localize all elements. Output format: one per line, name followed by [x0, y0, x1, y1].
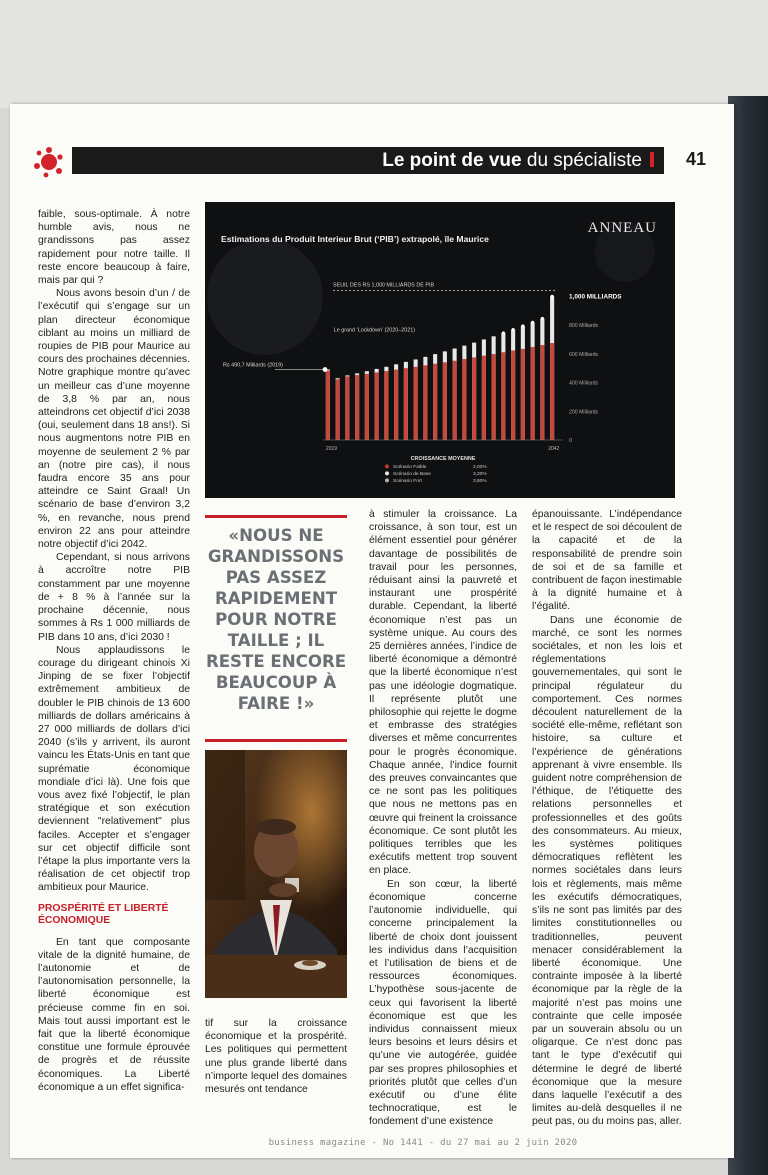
- section-title-bold: Le point de vue: [382, 150, 522, 171]
- page-footer: business magazine - No 1441 - du 27 mai au 2 juin 2020: [268, 1138, 578, 1148]
- y-tick-label-600: 600 Milliards: [569, 351, 599, 358]
- pull-quote-top-rule: [205, 515, 347, 518]
- col3-paragraph-1: à stimuler la croissance. La croissance, à son tour, est un élément essentiel pour générer davantage de possibilités de travail pour les personnes, réduisant ainsi la pauvreté et instaurant une prospérité durable. Cependant, la liberté économique n’est pas un système unique. Au cours des 25 dernières années, l’indice de liberté économique a démontré que la liberté économique n’est pas une idéologie dogmatique. Il représente plutôt une philosophie qui rejette le dogme et embrasse des stratégies diverses et même concurrentes pour le progrès économique. Chaque année, l’indice fournit des preuves convaincantes que ce ne sont pas les politiques que nous ne mettons pas en œuvre qui freinent la croissance économique. Ce sont plutôt les politiques terribles que les exécutifs mettent trop souvent en place.: [369, 509, 517, 877]
- section-title-marker: [650, 152, 654, 167]
- section-header-bar: [72, 147, 664, 174]
- legend-label-0: Scénario Faible: [393, 465, 427, 470]
- legend-swatch-0: [385, 464, 389, 468]
- col4-paragraph-2: Dans une économie de marché, ce sont les normes sociétales, et non les lois et réglementations gouvernementales, qui sont le principal régulateur du comportement. Ces normes découlent naturellement de la société elle-même, reflétant son histoire, sa culture et l’expérience de générations apprenant à vivre ensemble. Ils guident notre compréhension de l’éthique, de l’étiquette des relations personnelles et professionnelles et des goûts des consommateurs. Au mieux, les systèmes politiques démocratiques reflètent les normes sociétales dans leurs lois et règlements, mais même les exécutifs démocratiques, s’ils ne sont pas limités par des limites constitutionnelles ou traditionnelles, peuvent menacer considérablement la liberté économique. Une contrainte imposée à la liberté économique par la règle de la majorité n’est pas moins une contrainte que celle imposée par un souverain absolu ou un oligarque. Ce n’est donc pas tant le type d’exécutif qui détermine le degré de liberté économique que la mesure dans laquelle l’exécutif a des limites au-delà desquelles il ne peut pas, ou du moins pas, aller.: [532, 614, 682, 1128]
- bar-low-2033: [462, 359, 466, 440]
- bar-low-2024: [375, 372, 379, 440]
- legend-label-2: Scénario Fort: [393, 479, 422, 484]
- legend-title: CROISSANCE MOYENNE: [410, 456, 476, 462]
- bar-top-dot-2039: [521, 324, 524, 327]
- bar-low-2029: [423, 365, 427, 440]
- x-axis-end-label: 2042: [548, 446, 560, 452]
- bar-low-2040: [531, 347, 535, 440]
- bar-low-2034: [472, 357, 476, 440]
- col1-paragraph-2: Nous avons besoin d’un / de l’exécutif qui s’engage sur un plan directeur économique ciblant au moins un milliard de roupies de PIB pour Maurice au cours des prochaines décennies. Notre graphique montre qu’avec un meilleur cas d’une moyenne de 3,8 % par an, nous atteindrons cet objectif d’ici 2038 (oui, seulement dans 18 ans!). Si nous augmentons notre PIB en moyenne de seulement 2 % par an (notre pire cas), il nous faudra encore 35 ans pour atteindre ce Saint Graal! Un scénario de base d’environ 3,2 %, en revanche, nous prend environ 22 ans pour atteindre notre objectif d’ici 2042.: [38, 288, 190, 551]
- author-photo-image: [205, 750, 347, 998]
- bar-low-2019: [326, 371, 330, 440]
- chart-title: Estimations du Produit Interieur Brut (‘PIB’) extrapolé, île Maurice: [221, 234, 489, 244]
- y-tick-label-800: 800 Milliards: [569, 323, 599, 330]
- bar-low-2025: [384, 371, 388, 440]
- y-tick-label-1000: 1,000 MILLIARDS: [569, 293, 622, 301]
- pull-quote-bottom-rule: [205, 739, 347, 742]
- article-column-4: [532, 508, 682, 1129]
- col1-paragraph-1: faible, sous-optimale. À notre humble avis, nous ne grandissons pas assez rapidement pour notre taille. Il reste encore beaucoup à faire, mais par qui ?: [38, 209, 190, 287]
- legend-value-2: 3,80%: [473, 479, 487, 484]
- scan-background-top: [0, 0, 768, 108]
- y-tick-label-0: 0: [569, 438, 572, 444]
- lockdown-label: Le grand ‘Lockdown’ (2020–2021): [333, 327, 416, 334]
- section-title-rest: du spécialiste: [521, 150, 642, 171]
- bar-low-2021: [345, 376, 349, 440]
- bar-low-2027: [404, 368, 408, 440]
- splash-logo-icon: [33, 146, 65, 178]
- col3-paragraph-2: En son cœur, la liberté économique concerne l’autonomie individuelle, qui concerne principalement la liberté de choix dont jouissent les individus dans l’acquisition et l’utilisation de biens et de ressources économiques. L’hypothèse sous-jacente de ceux qui favorisent la liberté économique est que les individus connaissent mieux leurs besoins et leurs désirs et qu’une vie autogérée, guidée par ses propres philosophies et priorités plutôt que celles d’un exécutif ou d’une élite technocratique, est le fondement d’une existence: [369, 878, 517, 1128]
- col2-paragraph: tif sur la croissance économique et la prospérité. Les politiques qui permettent une plus grande liberté dans n’importe lequel des domaines mesurés ont tendance: [205, 1018, 347, 1096]
- x-axis-start-label: 2019: [325, 446, 338, 452]
- bar-low-2026: [394, 370, 398, 440]
- article-column-1: [38, 208, 190, 1094]
- bar-low-2030: [433, 364, 437, 440]
- col1-paragraph-4: Nous applaudissons le courage du dirigeant chinois Xi Jinping de se fixer l’objectif extrêmement ambitieux de doubler le PIB chinois de 13 600 milliards de dollars américains à 27 000 milliards de dollars d’ici 2040 (s’ils y arrivent, ils auront vaincu les États-Unis en tant que suprématie économique mondiale d’ici là). Une fois que vous avez fixé l’objectif, le plan stratégique et son exécution deviennent "relativement" plus faciles. Accepter et s’engager sur cet objectif difficile sont l’étape la plus importante vers la réalisation de cet objectif trop ambitieux pour Maurice.: [38, 644, 190, 894]
- page-number: 41: [686, 149, 707, 169]
- legend-value-0: 2,00%: [473, 465, 487, 470]
- bar-low-2031: [443, 362, 447, 440]
- article-column-2-bottom: [205, 1017, 347, 1096]
- chart-brand-label: ANNEAU: [587, 220, 657, 236]
- y-tick-label-400: 400 Milliards: [569, 380, 599, 387]
- col1-paragraph-3: Cependant, si nous arrivons à accroître notre PIB constamment par une moyenne de + 8 % à l’année sur la prochaine décennie, nous sommes à Rs 1 000 milliards de PIB dans 10 ans, d’ici 2030 !: [38, 552, 190, 643]
- y-tick-label-200: 200 Milliards: [569, 409, 599, 416]
- bar-low-2023: [365, 374, 369, 440]
- author-photo: [205, 750, 347, 998]
- article-column-3: [369, 508, 517, 1129]
- bar-low-2036: [492, 354, 496, 440]
- bar-top-dot-2037: [502, 331, 505, 334]
- bar-low-2041: [540, 345, 544, 440]
- bar-low-2022: [355, 375, 359, 440]
- col1-paragraph-5: En tant que composante vitale de la dignité humaine, de l’autonomie et de l’autonomisation personnelle, la liberté économique est précieuse comme fin en soi. Mais tout aussi important est le fait que la liberté économique constitue une formule éprouvée de progrès et de réussite économiques. La Liberté économique a un effet significa-: [38, 936, 190, 1093]
- legend-label-1: Scénario de Base: [393, 472, 431, 477]
- threshold-label: SEUIL DES RS 1,000 MILLIARDS DE PIB: [333, 282, 435, 289]
- legend-swatch-1: [385, 471, 389, 475]
- bar-top-dot-2038: [512, 328, 515, 331]
- bar-low-2039: [521, 349, 525, 440]
- col4-paragraph-1: épanouissante. L’indépendance et le respect de soi découlent de la capacité et de la responsabilité de prendre soin de soi et de sa famille et contribuent de façon inestimable à la dignité humaine et à l’égalité.: [532, 509, 682, 613]
- start-value-dot: [323, 367, 328, 372]
- bar-low-2020: [336, 379, 340, 440]
- bar-top-dot-2041: [541, 317, 544, 320]
- bar-low-2037: [501, 352, 505, 440]
- subheading-prosperite: PROSPÉRITÉ ET LIBERTÉ ÉCONOMIQUE: [38, 902, 169, 927]
- section-title: [382, 149, 654, 172]
- gdp-chart: [205, 202, 675, 498]
- gdp-chart-svg: [205, 202, 675, 498]
- binder-edge: [728, 96, 768, 1175]
- bar-low-2042: [550, 343, 554, 440]
- legend-value-1: 3,20%: [473, 472, 487, 477]
- bar-low-2028: [414, 367, 418, 440]
- legend-swatch-2: [385, 478, 389, 482]
- pull-quote: [205, 515, 347, 743]
- bar-low-2038: [511, 351, 515, 440]
- start-value-label: Rs 490,7 Milliards (2019): [223, 362, 283, 369]
- bar-low-2032: [453, 361, 457, 440]
- pull-quote-text: «NOUS NE GRANDISSONS PAS ASSEZ RAPIDEMENT POUR NOTRE TAILLE ; IL RESTE ENCORE BEAUCOUP À FAIRE !»: [205, 526, 347, 713]
- bar-low-2035: [482, 356, 486, 440]
- bar-top-dot-2040: [531, 321, 534, 324]
- bar-top-dot-2042: [551, 295, 554, 298]
